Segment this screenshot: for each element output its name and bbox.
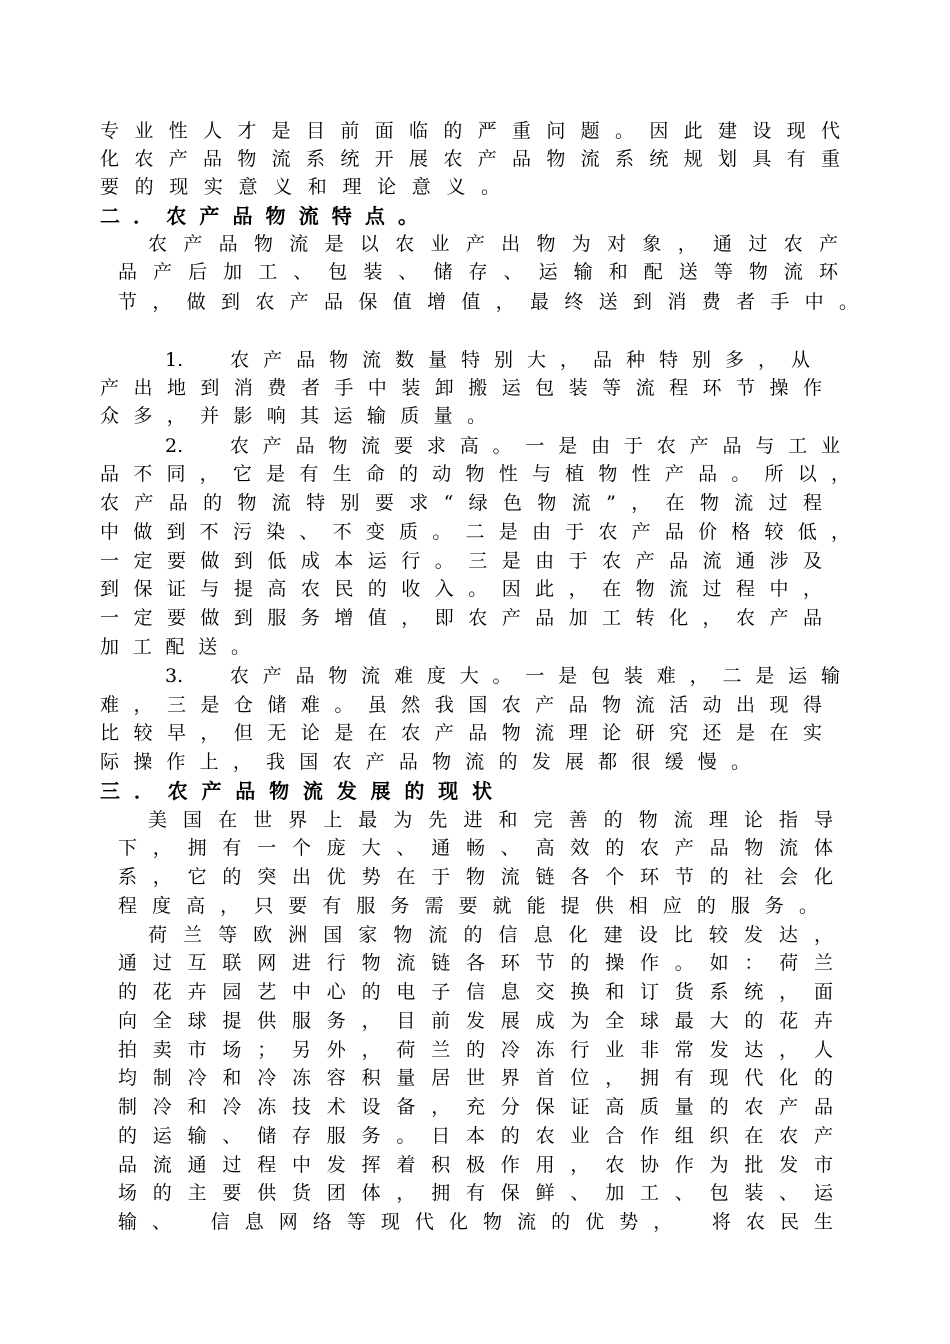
paragraph-line: 品产后加工、包装、储存、运输和配送等物流环 [118,261,838,283]
paragraph-line: 一定要做到低成本运行。三是由于农产品流通涉及 [100,550,822,572]
paragraph-line: 2. 农产品物流要求高。一是由于农产品与工业 [165,435,840,457]
paragraph-line: 品不同，它是有生命的动物性与植物性产品。所以， [100,463,850,485]
paragraph-line: 系，它的突出优势在于物流链各个环节的社会化 [118,866,833,888]
paragraph-line: 产出地到消费者手中装卸搬运包装等流程环节操作 [100,377,822,399]
paragraph-line: 拍卖市场；另外，荷兰的冷冻行业非常发达，人 [118,1039,833,1061]
paragraph-line: 中做到不污染、不变质。二是由于农产品价格较低， [100,521,850,543]
paragraph-line: 的运输、储存服务。日本的农业合作组织在农产 [118,1125,833,1147]
paragraph-line: 专业性人才是目前面临的严重问题。因此建设现代 [100,120,840,142]
paragraph-line: 加工配送。 [100,636,250,658]
paragraph-line: 3. 农产品物流难度大。一是包装难，二是运输 [165,665,840,687]
paragraph-line: 农产品的物流特别要求“绿色物流”，在物流过程 [100,492,822,514]
paragraph-line: 难，三是仓储难。虽然我国农产品物流活动出现得 [100,694,822,716]
paragraph-line: 比较早，但无论是在农产品物流理论研究还是在实 [100,722,822,744]
paragraph-line: 要的现实意义和理论意义。 [100,176,500,198]
paragraph-line: 节，做到农产品保值增值，最终送到消费者手中。 [118,291,858,313]
paragraph-line: 场的主要供货团体，拥有保鲜、加工、包装、运 [118,1182,833,1204]
paragraph-line: 化农产品物流系统开展农产品物流系统规划具有重 [100,148,840,170]
paragraph-line: 荷兰等欧洲国家物流的信息化建设比较发达， [148,924,833,946]
paragraph-line: 际操作上，我国农产品物流的发展都很缓慢。 [100,751,750,773]
paragraph-line: 美国在世界上最为先进和完善的物流理论指导 [148,809,833,831]
paragraph-line: 均制冷和冷冻容积量居世界首位，拥有现代化的 [118,1067,833,1089]
paragraph-line: 输、 信息网络等现代化物流的优势， 将农民生 [118,1211,833,1233]
paragraph-line: 众多，并影响其运输质量。 [100,405,486,427]
paragraph-line: 一定要做到服务增值，即农产品加工转化，农产品 [100,607,822,629]
section-heading: 三．农产品物流发展的现状 [100,779,492,803]
paragraph-line: 制冷和冷冻技术设备，充分保证高质量的农产品 [118,1096,833,1118]
paragraph-line: 的花卉园艺中心的电子信息交换和订货系统，面 [118,981,833,1003]
paragraph-line: 下，拥有一个庞大、通畅、高效的农产品物流体 [118,837,833,859]
paragraph-line: 程度高，只要有服务需要就能提供相应的服务。 [118,895,818,917]
paragraph-line: 到保证与提高农民的收入。因此，在物流过程中， [100,578,822,600]
section-heading: 二．农产品物流特点。 [100,204,418,228]
paragraph-line: 向全球提供服务，目前发展成为全球最大的花卉 [118,1010,833,1032]
paragraph-line: 1. 农产品物流数量特别大，品种特别多，从 [165,349,810,371]
paragraph-line: 通过互联网进行物流链各环节的操作。如：荷兰 [118,952,833,974]
paragraph-line: 农产品物流是以农业产出物为对象，通过农产 [148,233,838,255]
paragraph-line: 品流通过程中发挥着积极作用，农协作为批发市 [118,1154,833,1176]
